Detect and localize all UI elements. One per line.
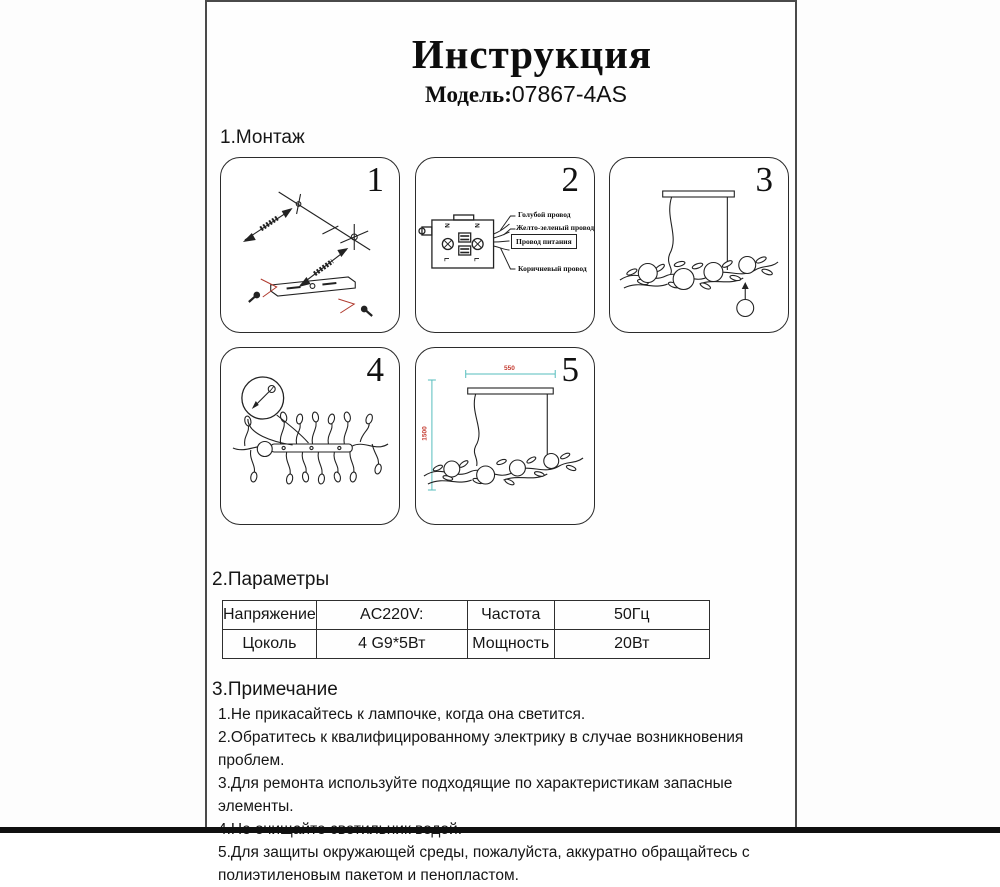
note-line: 3.Для ремонта используйте подходящие по характеристикам запасные элементы. bbox=[218, 775, 733, 815]
wire-label-power: Провод питания bbox=[511, 234, 577, 249]
model-value: 07867-4AS bbox=[511, 81, 627, 107]
panel-3-hanging bbox=[609, 157, 789, 333]
page-title: Инструкция bbox=[411, 31, 653, 77]
wire-label-brown: Коричневый провод bbox=[518, 264, 587, 273]
params-table bbox=[222, 600, 710, 659]
note-line: 1.Не прикасайтесь к лампочке, когда она светится. bbox=[218, 706, 586, 723]
param-value: 4 G9*5Вт bbox=[316, 630, 467, 659]
model-label: Модель: bbox=[425, 82, 512, 107]
dimension-width-value: 550 bbox=[504, 365, 515, 372]
param-value: AC220V: bbox=[316, 601, 467, 630]
terminal-n-label: N bbox=[442, 223, 450, 228]
panel-2-wiring bbox=[415, 157, 595, 333]
param-label: Мощность bbox=[467, 630, 554, 659]
panel-number: 3 bbox=[755, 160, 773, 199]
panel-4-top-view bbox=[220, 347, 400, 525]
terminal-n-label: N bbox=[472, 223, 480, 228]
note-line: 2.Обратитесь к квалифицированному электрику в случае возникновения проблем. bbox=[218, 729, 744, 769]
table-row bbox=[223, 630, 710, 659]
wire-label-yellow-green: Желто-зеленый провод bbox=[516, 223, 595, 232]
panel-1-mounting bbox=[220, 157, 400, 333]
param-value: 20Вт bbox=[554, 630, 709, 659]
model-line bbox=[207, 81, 795, 108]
notes-list bbox=[218, 703, 794, 887]
section-heading-params: 2.Параметры bbox=[212, 569, 330, 590]
panel-number: 2 bbox=[561, 160, 579, 199]
section-heading-montage: 1.Монтаж bbox=[220, 127, 305, 148]
panel-5-dimensions bbox=[415, 347, 595, 525]
terminal-l-label: L bbox=[442, 257, 450, 262]
panel-number: 5 bbox=[561, 350, 579, 389]
wire-label-blue: Голубой провод bbox=[518, 210, 571, 219]
panel-number: 1 bbox=[366, 160, 384, 199]
dimension-height-value: 1500 bbox=[421, 426, 429, 441]
param-value: 50Гц bbox=[554, 601, 709, 630]
param-label: Частота bbox=[467, 601, 554, 630]
photo-bottom-edge bbox=[0, 827, 1000, 833]
note-line: 5.Для защиты окружающей среды, пожалуйста, аккуратно обращайтесь с полиэтиленовым пакетом и пенопластом. bbox=[218, 844, 750, 884]
section-heading-notes: 3.Примечание bbox=[212, 679, 338, 700]
param-label: Цоколь bbox=[223, 630, 317, 659]
param-label: Напряжение bbox=[223, 601, 317, 630]
terminal-l-label: L bbox=[472, 257, 480, 262]
panel-number: 4 bbox=[366, 350, 384, 389]
table-row bbox=[223, 601, 710, 630]
